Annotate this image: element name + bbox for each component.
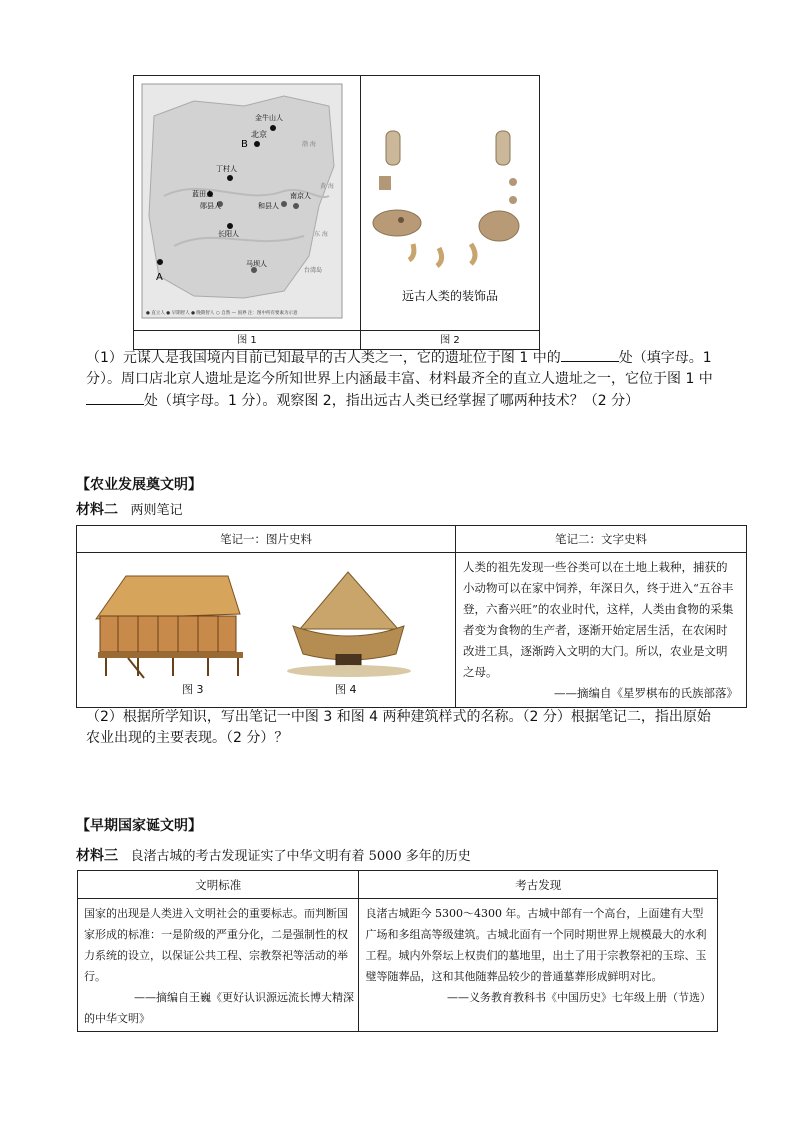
map-sea1: 渤 海 [302,141,316,148]
thatched-hut-picture [287,572,411,677]
notes-table [76,525,747,708]
civ-col2-cell [359,899,718,1032]
material3-line [76,845,471,865]
map-nanjing: 南京人 [290,192,311,200]
question-1 [86,347,722,412]
note2-cell [456,553,747,708]
map-dingcun: 丁村人 [216,165,237,173]
map-jinniushan: 金牛山人 [255,114,283,122]
fig3-caption: 图 3 [182,683,204,696]
stilt-house-picture [96,576,243,678]
ornament-caption: 远古人类的装饰品 [401,289,499,303]
ancient-human-map [134,76,360,326]
map-changyang: 长阳人 [218,230,239,238]
fig2-cell [361,76,540,331]
q1-blank-2[interactable] [86,390,144,405]
fig4-caption: 图 4 [335,683,357,696]
note1-header: 笔记一：图片史料 [77,526,456,553]
map-hexian: 和县人 [258,202,279,210]
map-lantian: 蓝田人 [192,190,213,198]
dwelling-illustrations [78,554,454,702]
civ-col2-source: ——义务教育教科书《中国历史》七年级上册（节选） [447,991,711,1004]
material2-label: 材料二 [76,502,118,518]
map-legend: ● 直立人 ● 早期智人 ● 晚期智人 ○ 自然 — 国界 注：图中所有要素为示意 [146,311,298,316]
civ-col1-text: 国家的出现是人类进入文明社会的重要标志。而判断国家形成的标准：一是阶级的严重分化，二是强制性的权力系统的设立，以保证公共工程、宗教祭祀等活动的举行。 [84,907,348,983]
figure-table [133,75,540,350]
question-2: （2）根据所学知识，写出笔记一中图 3 和图 4 两种建筑样式的名称。（2 分）根据笔记二，指出原始农业出现的主要表现。（2 分）？ [86,709,711,746]
map-sea2: 黄 海 [320,183,334,190]
civ-col1-header: 文明标准 [78,871,359,899]
civilization-table [77,870,718,1032]
civ-col1-cell [78,899,359,1032]
ornament-picture [361,76,539,326]
fig1-cell [134,76,361,331]
q1-part-b: 处（填字母。1 分）。周口店北京人遗址是迄今所知世界上内涵最丰富、材料最齐全的直立人遗址之一，它位于图 1 中 [86,350,713,387]
material3-label: 材料三 [76,848,118,864]
map-yunxian: 郧县人 [200,202,221,210]
material2-title: 两则笔记 [130,503,183,518]
map-A: A [156,272,163,283]
fig2-caption: 图 2 [361,331,540,350]
note2-header: 笔记二：文字史料 [456,526,747,553]
civ-col2-text: 良渚古城距今 5300～4300 年。古城中部有一个高台，上面建有大型广场和多组高等级建筑。古城北面有一个同时期世界上规模最大的水利工程。城内外祭坛上权贵们的墓地里，出土了用于宗教祭祀的玉琮、玉璧等随葬品，这和其他随葬品较少的普通墓葬形成鲜明对比。 [365,907,707,983]
note2-text: 人类的祖先发现一些谷类可以在土地上栽种，捕获的小动物可以在家中饲养，年深日久，终于进入“五谷丰登，六畜兴旺”的农业时代，这样，人类由食物的采集者变为食物的生产者，逐渐开始定居生活，在农闲时改进工具，逐渐跨入文明的大门。所以，农业是文明之母。 [463,560,734,679]
map-sea3: 东 海 [314,231,328,238]
q1-part-a: （1）元谋人是我国境内目前已知最早的古人类之一，它的遗址位于图 1 中的 [86,350,561,366]
map-B: B [241,139,248,150]
civ-col2-header: 考古发现 [359,871,718,899]
q1-part-c: 处（填字母。1 分）。观察图 2，指出远古人类已经掌握了哪两种技术？（2 分） [144,393,640,409]
note1-cell [77,553,456,708]
map-beijing: 北京 [251,130,267,139]
material3-title: 良渚古城的考古发现证实了中华文明有着 5000 多年的历史 [130,849,471,864]
q1-blank-1[interactable] [561,347,619,362]
section2-title: 【农业发展奠文明】 [76,477,202,493]
note2-source: ——摘编自《星罗棋布的氏族部落》 [554,686,738,700]
fig1-caption: 图 1 [134,331,361,350]
map-maba: 马坝人 [246,260,267,268]
civ-col1-source: ——摘编自王巍《更好认识源远流长博大精深的中华文明》 [84,991,354,1025]
map-island: 台湾岛 [304,267,323,274]
material2-line [76,499,182,519]
section3-title: 【早期国家诞文明】 [76,818,202,834]
